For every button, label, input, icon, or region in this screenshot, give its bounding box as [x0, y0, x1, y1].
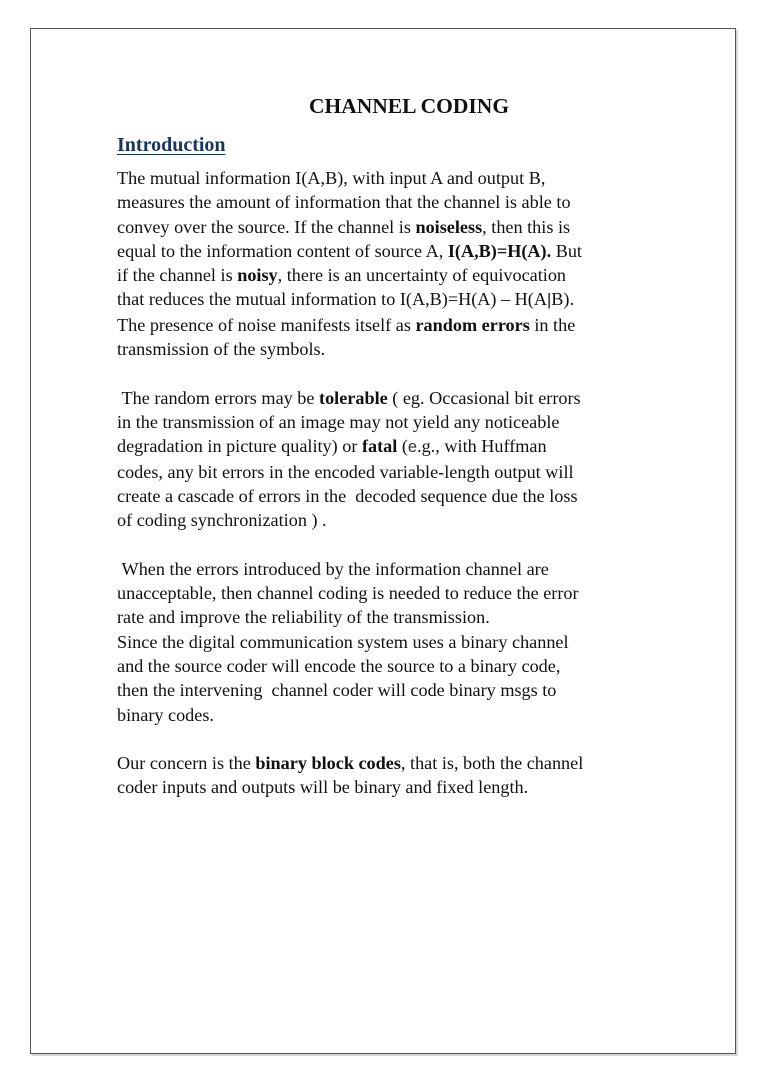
p1-text-3: But if the channel is — [117, 240, 582, 286]
paragraph-gap — [117, 361, 677, 385]
p4-text-2: , that is, both the channel coder inputs and outputs will be binary and fixed length. — [117, 753, 584, 798]
p2-text-2: ( eg. Occasional bit errors in the transmission of an image may not yield any noticeable degradation in picture quality) or — [117, 387, 581, 457]
paragraph-channel-coding-need: When the errors introduced by the information channel are unacceptable, then channel coding is needed to reduce the error rate and improve the reliability of the transmission. Since the digital communication system uses a binary channel and the source coder will encode the source to a binary code, then the intervening channel coder will code binary msgs to binary codes. — [117, 558, 579, 725]
p1-bold-noiseless: noiseless — [415, 216, 483, 237]
p1-bar-symbol: | — [546, 291, 552, 310]
p2-text-3: ( — [397, 436, 408, 457]
paragraph-gap — [117, 532, 677, 556]
p2-bold-tolerable: tolerable — [319, 387, 388, 408]
paragraph-gap — [117, 727, 677, 751]
document-title: CHANNEL CODING — [308, 94, 510, 118]
p2-text-4: .g., with Huffman codes, any bit errors in the encoded variable-length output will create a cascade of errors in the decoded sequence due the loss of coding synchronization ) . — [117, 436, 578, 531]
p1-text-2: , then this is equal to the information content of source A, — [117, 216, 571, 261]
p1-text-4: , there is an uncertainty of equivocation that reduces the mutual information to I(A,B)=H(A) – H(A — [117, 265, 567, 310]
p2-bold-fatal: fatal — [361, 436, 398, 457]
p1-bold-equation: I(A,B)=H(A). — [447, 240, 552, 261]
paragraph-random-errors — [117, 386, 677, 533]
section-heading — [117, 132, 677, 158]
p1-text-1: The mutual information I(A,B), with input A and output B, measures the amount of information that the channel is able to convey over the source. If the channel is — [117, 168, 571, 237]
p1-bold-noisy: noisy — [237, 265, 278, 286]
paragraph-binary-block-codes — [117, 751, 677, 800]
document-body — [117, 92, 677, 800]
p1-text-6: in the transmission of the symbols. — [117, 314, 576, 360]
p4-bold-binary-block-codes: binary block codes — [255, 753, 401, 774]
p2-e-letter: e — [407, 438, 418, 457]
p1-text-5: B). The presence of noise manifests itself as — [117, 289, 575, 335]
p2-text-1: The random errors may be — [117, 387, 320, 408]
p1-bold-random-errors: random errors — [415, 314, 530, 335]
section-heading-text: Introduction — [117, 134, 226, 156]
paragraph-mutual-information — [117, 166, 677, 361]
p4-text-1: Our concern is the — [117, 753, 256, 774]
